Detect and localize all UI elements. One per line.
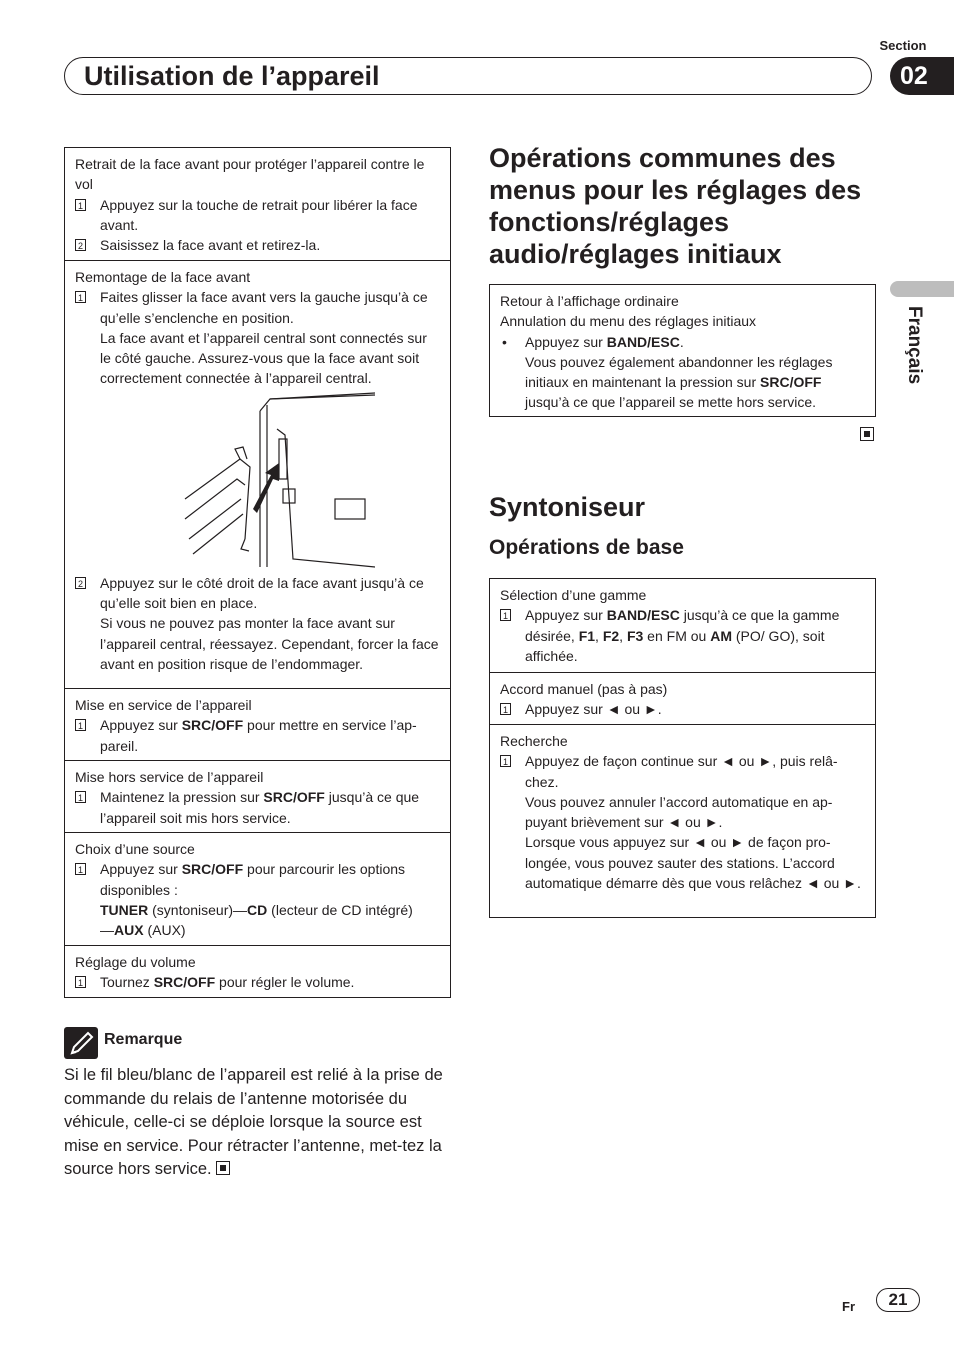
key-name: SRC/OFF	[181, 717, 244, 734]
step-item	[500, 605, 865, 666]
page-number: 21	[876, 1288, 920, 1312]
row-title: Mise en service de l’appareil	[75, 697, 252, 713]
step-item	[75, 859, 440, 940]
key-name: SRC/OFF	[181, 861, 244, 878]
step-item	[500, 699, 865, 719]
table-row	[65, 688, 450, 760]
row-title: Sélection d’une gamme	[500, 587, 647, 603]
note-title: Remarque	[104, 1031, 183, 1048]
step-number: 1	[75, 719, 86, 731]
language-tab-label: Français	[904, 306, 925, 385]
step-item	[75, 972, 440, 992]
page-title: Utilisation de l’appareil	[84, 61, 380, 91]
language-tab-marker	[890, 281, 954, 297]
step-text: Appuyez de façon continue sur ◄ ou ►, puis relâ-chez.	[525, 753, 838, 790]
common-operations-table	[489, 284, 876, 417]
separator: ,	[595, 627, 603, 644]
table-row	[490, 672, 875, 724]
row-title: Annulation du menu des réglages initiaux	[500, 313, 757, 330]
step-item	[75, 235, 440, 255]
table-row	[65, 148, 450, 260]
common-operations-title: Opérations communes des menus pour les réglages des fonctions/réglages audio/réglages initiaux	[489, 143, 862, 269]
step-text: jusqu’à ce que la gamme désirée,	[525, 607, 840, 644]
step-text: pour parcourir les options disponibles :	[100, 861, 406, 898]
tuner-table	[489, 578, 876, 918]
table-row	[490, 724, 875, 899]
step-text: en FM ou	[643, 627, 711, 644]
footer-language: Fr	[842, 1299, 855, 1314]
step-item	[500, 751, 865, 893]
step-note	[525, 352, 865, 413]
table-row	[490, 579, 875, 672]
step-item	[75, 573, 440, 674]
row-title: Remontage de la face avant	[75, 269, 251, 285]
step-text: (PO/ GO), soit affichée.	[525, 627, 825, 664]
key-name: SRC/OFF	[153, 974, 216, 991]
step-number: 1	[75, 863, 86, 875]
step-text: Appuyez sur	[100, 717, 182, 734]
step-text: Appuyez sur	[525, 333, 607, 350]
faceplate-illustration	[75, 389, 440, 573]
band-f3: F3	[626, 627, 644, 644]
table-row	[65, 832, 450, 945]
source-desc: (lecteur de CD intégré)	[267, 901, 413, 918]
step-item	[75, 715, 440, 756]
row-title: Retrait de la face avant pour protéger l’appareil contre le vol	[75, 156, 425, 193]
key-name: SRC/OFF	[760, 374, 822, 391]
table-row	[65, 260, 450, 688]
separator: ,	[619, 627, 627, 644]
source-list	[100, 900, 440, 941]
step-text: jusqu’à ce que l’appareil se mette hors service.	[525, 394, 817, 411]
basic-operations-heading: Opérations de base	[489, 536, 684, 559]
step-text: Appuyez sur	[525, 607, 607, 624]
step-text: Maintenez la pression sur	[100, 789, 264, 806]
step-number: 1	[75, 291, 86, 303]
faceplate-attach-figure	[175, 389, 375, 573]
step-text: pour mettre en service l’ap-pareil.	[100, 717, 417, 754]
step-number: 1	[500, 703, 511, 715]
row-title: Accord manuel (pas à pas)	[500, 681, 668, 697]
step-note: Si vous ne pouvez pas monter la face avant sur l’appareil central, réessayez. Cependant, forcer la face avant en position risque de l’endommager.	[100, 615, 439, 672]
note-text	[64, 1064, 454, 1182]
operations-table	[64, 147, 451, 998]
step-number: 1	[500, 609, 511, 621]
section-number-badge: 02	[890, 57, 954, 95]
step-text: Saisissez la face avant et retirez-la.	[100, 237, 321, 254]
key-name: BAND/ESC	[606, 333, 680, 350]
source-desc: (AUX)	[143, 922, 186, 939]
source-desc: (syntoniseur)—	[148, 901, 248, 918]
step-number: 2	[75, 239, 86, 251]
row-title: Mise hors service de l’appareil	[75, 769, 264, 785]
step-text: Appuyez sur	[100, 861, 182, 878]
step-text: Appuyez sur la touche de retrait pour libérer la face avant.	[100, 196, 418, 233]
table-row	[490, 285, 875, 419]
step-text: Vous pouvez également abandonner les réglages initiaux en maintenant la pression sur	[525, 353, 833, 391]
step-item	[75, 287, 440, 388]
row-title: Choix d’une source	[75, 841, 195, 857]
step-note: La face avant et l’appareil central sont connectés sur le côté gauche. Assurez-vous que la face avant soit correctement connectée à l’appareil central.	[100, 329, 427, 387]
step-number: 1	[75, 791, 86, 803]
step-item	[75, 787, 440, 828]
source-tuner: TUNER	[100, 901, 149, 918]
step-note: Lorsque vous appuyez sur ◄ ou ► de façon pro-longée, vous pouvez sauter des stations. L’accord automatique démarre dès que vous relâchez ◄ ou ►.	[525, 834, 861, 892]
step-text: Appuyez sur ◄ ou ►.	[525, 701, 662, 718]
step-number: 2	[75, 577, 86, 589]
table-row	[65, 945, 450, 997]
table-row	[65, 760, 450, 832]
key-name: SRC/OFF	[263, 789, 325, 806]
row-title: Recherche	[500, 733, 568, 749]
band-f1: F1	[578, 627, 596, 644]
step-text: Appuyez sur le côté droit de la face avant jusqu’à ce qu’elle soit bien en place.	[100, 574, 424, 612]
step-text: .	[679, 333, 684, 350]
step-note: Vous pouvez annuler l’accord automatique en ap-puyant brièvement sur ◄ ou ►.	[525, 793, 833, 831]
note-icon	[64, 1027, 98, 1059]
key-name: BAND/ESC	[606, 607, 680, 624]
step-text: jusqu’à ce que l’appareil soit mis hors service.	[100, 789, 420, 826]
step-number: 1	[75, 976, 86, 988]
section-label: Section	[879, 38, 927, 53]
step-number: 1	[75, 199, 86, 211]
source-desc: —	[100, 922, 114, 939]
step-text: Faites glisser la face avant vers la gauche jusqu’à ce qu’elle s’enclenche en position.	[100, 289, 428, 326]
step-item	[75, 195, 440, 236]
source-aux: AUX	[114, 922, 144, 939]
row-title: Retour à l’affichage ordinaire	[500, 293, 679, 309]
step-text: Tournez	[100, 974, 154, 991]
note-body: Si le fil bleu/blanc de l’appareil est relié à la prise de commande du relais de l’antenne motorisée du véhicule, celle-ci se déploie lorsque la source est mise en service. Pour rétracter l’antenne, met-tez la source hors service.	[64, 1066, 443, 1179]
end-mark-icon	[216, 1161, 230, 1175]
step-text: pour régler le volume.	[215, 974, 355, 991]
band-f2: F2	[602, 627, 620, 644]
bullet-item	[500, 332, 865, 413]
source-cd: CD	[247, 901, 268, 918]
band-am: AM	[710, 627, 732, 644]
step-number: 1	[500, 755, 511, 767]
end-mark-icon	[860, 427, 874, 441]
tuner-heading: Syntoniseur	[489, 492, 646, 522]
row-title: Réglage du volume	[75, 954, 196, 970]
